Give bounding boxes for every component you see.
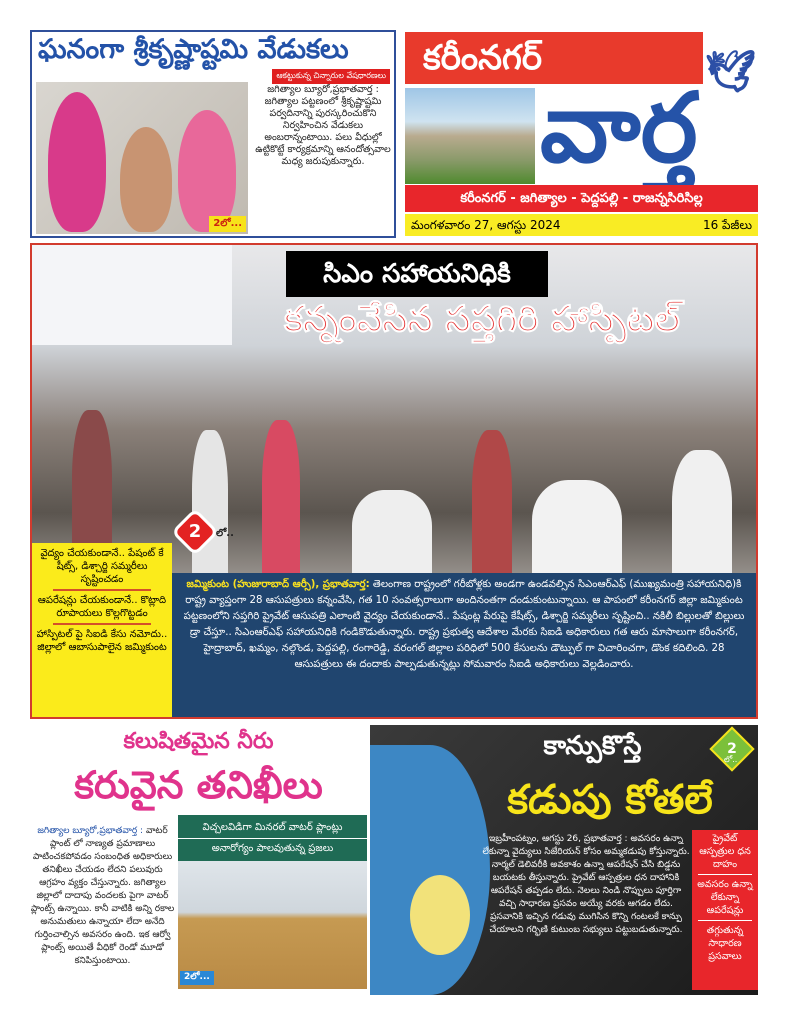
story-body: ఇబ్రహీంపట్నం, ఆగస్టు 26, ప్రభాతవార్త : అవసరం ఉన్నా లేకున్నా వైద్యులు సిజేరియన్ కోసం అమ్మకడుపు కోస్తున్నారు. నార్మల్ డెలివరీకి అవకాశం ఉన్నా ఆపరేషన్ చేసి బిడ్డను బయటకు తీస్తున్నారు. ప్రైవేట్ ఆస్పత్రుల ధన దాహానికి ఆపరేషన్ తప్పడం లేదు. నెలలు నిండి నొప్పులు పూర్తిగా వచ్చి సాధారణ ప్రసవం అయ్యే వరకు ఆగడం లేదు. ప్రసవానికి ఇచ్చిన గడువు ముగిసిన కొన్ని గంటలకే కాన్పు చేయాలని గర్భిణి కుటుంబ సభ్యులు పట్టుబడుతున్నారు.	[482, 834, 690, 935]
kicker: సిఎం సహాయనిధికి	[286, 251, 548, 297]
highlights-sidebar	[32, 543, 172, 717]
water-story	[30, 725, 367, 995]
water-cans-photo	[178, 861, 367, 989]
story-text: తెలంగాణ రాష్ట్రంలో గరీబోళ్లకు అండగా ఉండవల్సిన సిఎంఆర్ఎఫ్ (ముఖ్యమంత్రి సహాయనిధి)కి రాష్ట్ర వ్యాప్తంగా 28 ఆసుపత్రులు కన్నంవేసి, గత 10 సంవత్సరాలుగా అందినంతగా దండుకుంటున్నాయి. ఆ పాపంలో కరీంనగర్ జిల్లా జమ్మికుంట పట్టణంలోని సప్తగిరి ప్రైవేట్ ఆసుపత్రి ఎలాంటి వైద్యం చేయకుండానే.. పేషంట్ల పేరుపై కేషీట్స్, డిశ్చార్జి సమ్మరీలు సృష్టించి.. నకిలీ బిల్లులతో బిల్లులు డ్రా చేస్తూ.. సిఎంఆర్ఎఫ్ సహాయనిధికి గండికొడుతున్నారు. రాష్ట్ర ప్రభుత్వ ఆదేశాల మేరకు సిఐడి అధికారులు గత ఆరు మాసాలుగా కరీంనగర్, హైద్రాబాద్, ఖమ్మం, నల్గొండ, పెద్దపల్లి, రంగారెడ్డి, వరంగల్ జిల్లాల పరిధిలో 500 కేసులను డౌట్ఫుల్ గా విచారించగా, డొంక కదిలింది. 28 ఆసుపత్రులు ఈ దందాకు పాల్పడుతున్నట్లు సోమవారం సిఐడి అధికారులు వెల్లడించారు.	[183, 579, 745, 670]
highlight-item: తగ్గుతున్న సాధారణ ప్రసవాలు	[706, 925, 744, 962]
page-2-badge[interactable]: 2	[171, 508, 219, 556]
story-text: వాటర్ ప్లాంట్ లో నాణ్యత ప్రమాణాలు పాటించకపోవడం సంబంధిత అధికారులు తనిఖీలు చేయడం లేదని పలువురు ఆగ్రహం వ్యక్తం చేస్తున్నారు. జగిత్యాల జిల్లాలో దాదాపు వందలకు పైగా వాటర్ ప్లాంట్స్ ఉన్నాయి. కానీ వాటికి అన్ని రకాల అనుమతులు ఉన్నాయా లేదా అనేది గుర్తించాల్సిన అవసరం ఉంది. ఇక ఆర్వో ప్లాంట్స్ అయితే వీధికో రెండో మూడో కనిపిస్తుంటాయి.	[30, 826, 175, 966]
page-count: 16 పేజీలు	[702, 218, 752, 232]
story-body: జగిత్యాల బ్యూరో,ప్రభాతవార్త : జగిత్యాల పట్టణంలో శ్రీకృష్ణాష్టమి పర్వదినాన్ని పురస్కరించుకొని నిర్వహించిన వేడుకలు అంబరాన్నంటాయి. పలు వీధుల్లో ఉట్టికొట్టే కార్యక్రమాన్ని ఆనందోత్సవాల మధ్య జరుపుకున్నారు.	[255, 84, 391, 167]
masthead	[405, 32, 758, 238]
main-headline: కన్నంవేసిన సప్తగిరి హాస్పిటల్	[284, 299, 680, 340]
highlight-item: అవసరం ఉన్నా లేకున్నా ఆపరేషన్లు	[697, 879, 753, 916]
story-kicker: కాన్పుకొస్తే	[543, 731, 642, 761]
dateline: జగిత్యాల బ్యూరో,ప్రభాతవార్త :	[37, 826, 144, 836]
dove-logo-icon: 🕊	[705, 49, 756, 95]
story-headline: కరువైన తనిఖీలు	[74, 763, 323, 807]
highlight-item: ఆపరేషన్లు చేయకుండానే.. కొట్లాది రూపాయలు కొల్లగొట్టడం	[37, 595, 167, 619]
continued-badge[interactable]: 2లో...	[180, 971, 214, 985]
page-2-suffix: లో..	[724, 755, 738, 764]
dateline: జమ్మికుంట (హుజురాబాద్ ఆర్సీ), ప్రభాతవార్త:	[186, 579, 370, 590]
story-headline: కడుపు కోతలే	[507, 777, 713, 823]
masthead-districts: కరీంనగర్ - జగిత్యాల - పెద్దపల్లి - రాజన్నసిరిసిల్ల	[405, 185, 758, 212]
main-story-body	[172, 573, 756, 717]
page-2-badge[interactable]: 2	[709, 726, 754, 771]
page-2-suffix: లో..	[216, 528, 234, 539]
caption-line: అనారోగ్యం పాలవుతున్న ప్రజలు	[211, 843, 334, 854]
main-story	[30, 243, 758, 719]
krishnashtami-story	[30, 30, 396, 238]
story-kicker: కలుషితమైన నీరు	[123, 729, 274, 754]
story-body	[30, 825, 175, 968]
children-photo	[36, 82, 248, 234]
masthead-city: కరీంనగర్	[405, 32, 703, 84]
story-headline: ఘనంగా శ్రీకృష్ణాష్టమి వేడుకలు	[38, 34, 349, 65]
highlight-item: ప్రైవేట్ ఆస్పత్రుల ధన దాహం	[699, 833, 751, 870]
caesarean-story	[370, 725, 758, 995]
story-tag: ఆకట్టుకున్న చిన్నారుల వేషధారణలు	[272, 69, 390, 84]
dam-photo	[405, 88, 535, 184]
highlight-item: వైద్యం చేయకుండానే.. పేషంట్ కే షీట్స్, డిశ్చార్జి సమ్మరీలు సృష్టించడం	[40, 548, 164, 585]
date-bar	[405, 214, 758, 236]
photo-caption	[178, 815, 367, 861]
issue-date: మంగళవారం 27, ఆగస్టు 2024	[411, 218, 561, 232]
caption-line: విచ్చలవిడిగా మినరల్ వాటర్ ప్లాంట్లు	[178, 818, 367, 839]
fetus-illustration	[410, 875, 470, 955]
masthead-name: వార్త	[540, 72, 698, 184]
continued-badge[interactable]: 2లో...	[209, 216, 246, 232]
highlight-item: హాస్పిటల్ పై సిఐడి కేసు నమోదు.. జిల్లాలో ఆబాసుపాలైన జమ్మికుంట	[36, 629, 168, 653]
highlights-sidebar	[692, 830, 758, 990]
